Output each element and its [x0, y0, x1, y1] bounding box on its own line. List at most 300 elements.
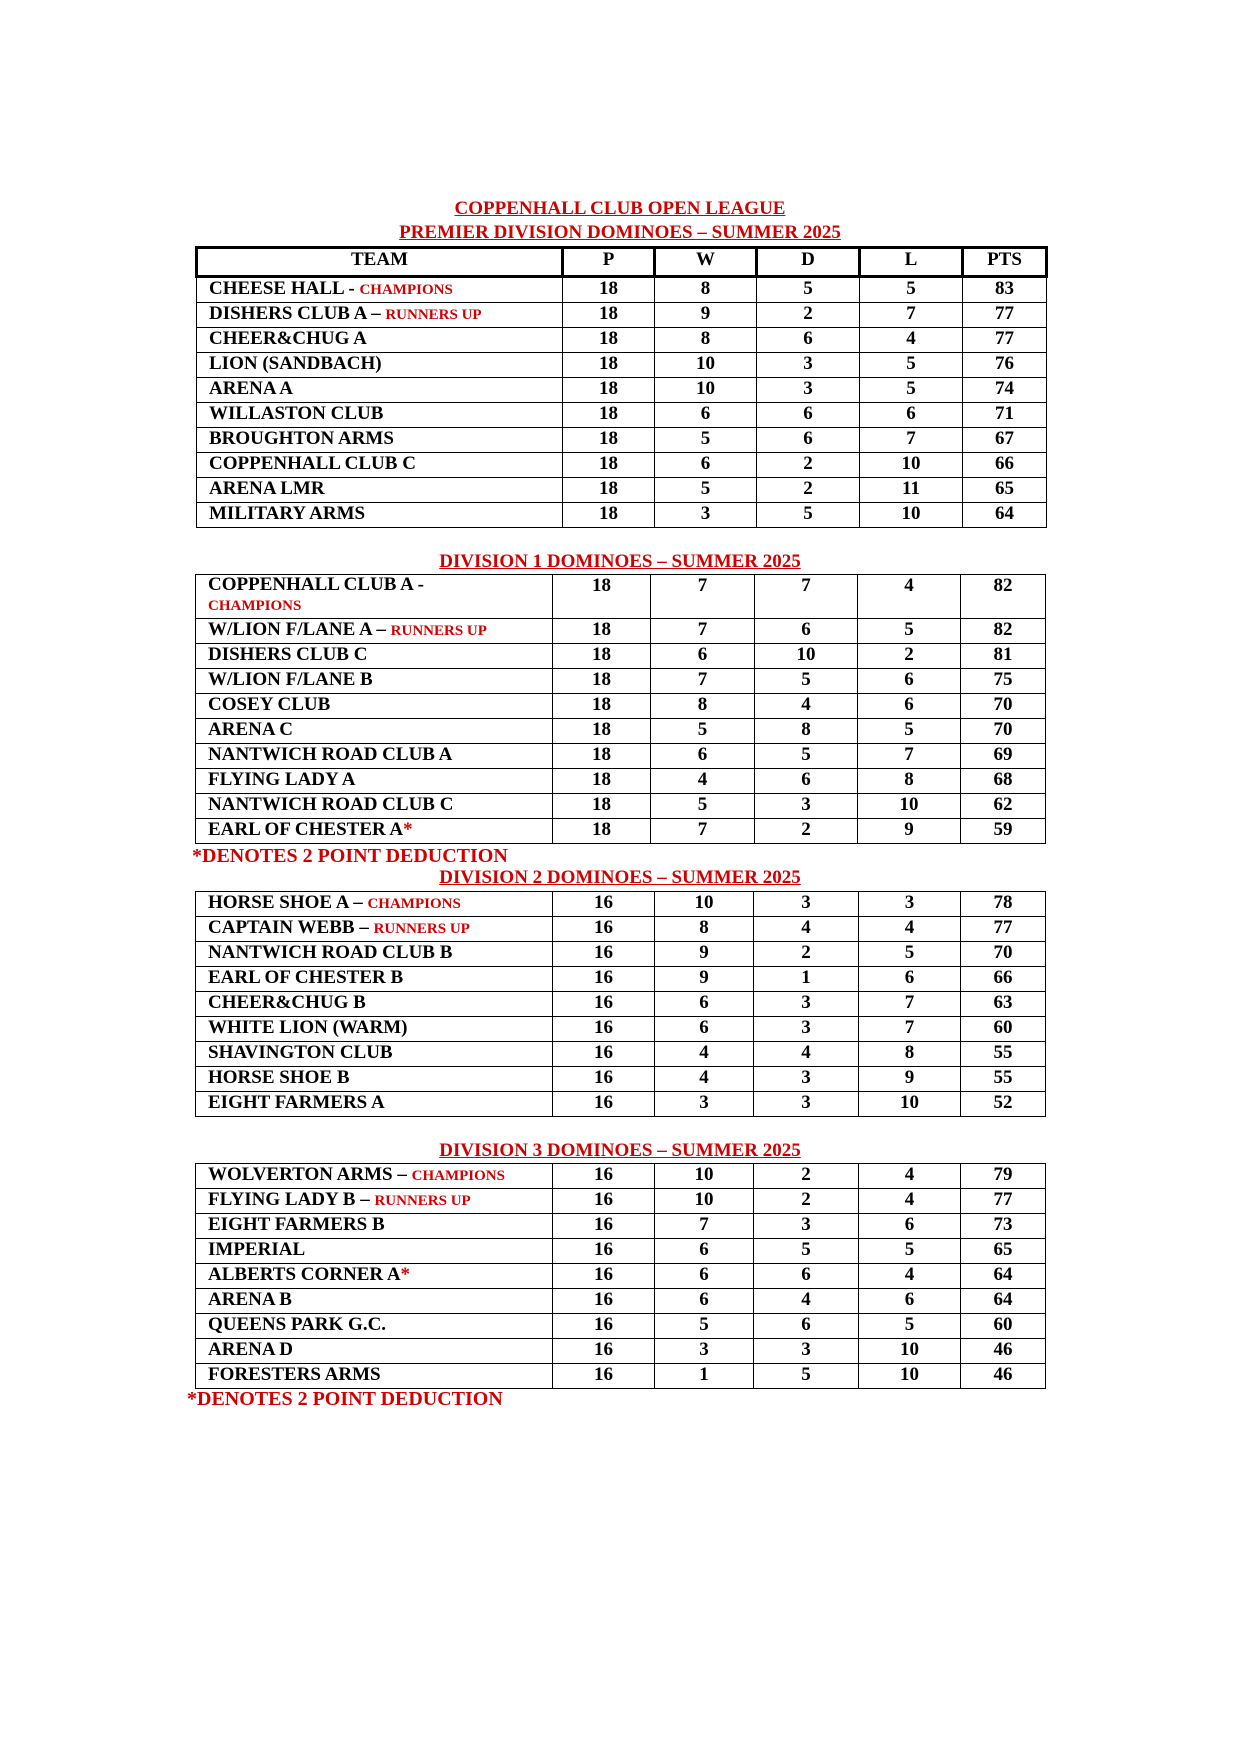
team-name: NANTWICH ROAD CLUB A: [208, 744, 453, 765]
drawn-cell: 1: [754, 967, 859, 992]
won-cell: 7: [651, 669, 755, 694]
lost-cell: 7: [860, 428, 963, 453]
lost-cell: 5: [860, 378, 963, 403]
team-cell: [197, 353, 563, 378]
won-cell: 7: [651, 575, 755, 619]
won-cell: 5: [655, 428, 757, 453]
team-cell: [197, 428, 563, 453]
runners-up-tag: RUNNERS UP: [373, 921, 470, 937]
table-row: [196, 619, 1046, 644]
table-row: [196, 769, 1046, 794]
table-row: [196, 1214, 1046, 1239]
won-cell: 6: [655, 992, 754, 1017]
team-name: NANTWICH ROAD CLUB B: [208, 942, 453, 963]
lost-column-header: L: [860, 248, 963, 277]
runners-up-tag: RUNNERS UP: [385, 307, 482, 323]
won-cell: 6: [655, 1239, 754, 1264]
drawn-cell: 2: [757, 303, 860, 328]
won-cell: 7: [655, 1214, 754, 1239]
points-cell: 62: [961, 794, 1046, 819]
drawn-cell: 3: [754, 1067, 859, 1092]
premier-division-table: [195, 246, 1048, 528]
lost-cell: 10: [858, 794, 961, 819]
won-cell: 8: [655, 917, 754, 942]
team-cell: [197, 277, 563, 303]
table-row: [196, 794, 1046, 819]
points-cell: 76: [963, 353, 1047, 378]
lost-cell: 5: [860, 353, 963, 378]
lost-cell: 10: [859, 1339, 961, 1364]
division-2-table: [195, 891, 1046, 1117]
team-name: EIGHT FARMERS A: [208, 1092, 385, 1113]
lost-cell: 5: [859, 942, 961, 967]
played-cell: 16: [553, 892, 655, 917]
lost-cell: 6: [859, 967, 961, 992]
deduction-marker: *: [403, 819, 413, 840]
drawn-cell: 6: [757, 328, 860, 353]
played-cell: 18: [563, 503, 655, 528]
lost-cell: 8: [858, 769, 961, 794]
table-row: [196, 744, 1046, 769]
lost-cell: 2: [858, 644, 961, 669]
lost-cell: 5: [859, 1314, 961, 1339]
premier-division-title: PREMIER DIVISION DOMINOES – SUMMER 2025: [399, 222, 841, 243]
points-cell: 70: [961, 719, 1046, 744]
table-header-row: [197, 248, 1047, 277]
won-cell: 4: [655, 1042, 754, 1067]
drawn-cell: 5: [755, 744, 858, 769]
played-cell: 18: [563, 478, 655, 503]
team-cell: [196, 1092, 553, 1117]
team-name: WOLVERTON ARMS –: [208, 1164, 412, 1185]
team-cell: [196, 644, 553, 669]
drawn-cell: 5: [754, 1364, 859, 1389]
drawn-cell: 3: [754, 1214, 859, 1239]
played-cell: 16: [553, 1164, 655, 1189]
points-cell: 70: [961, 694, 1046, 719]
drawn-cell: 8: [755, 719, 858, 744]
drawn-column-header: D: [757, 248, 860, 277]
team-cell: [196, 619, 553, 644]
team-cell: [196, 942, 553, 967]
played-cell: 18: [553, 619, 651, 644]
team-cell: [196, 1164, 553, 1189]
team-name: LION (SANDBACH): [209, 353, 382, 374]
table-row: [196, 1339, 1046, 1364]
team-name: ARENA C: [208, 719, 293, 740]
drawn-cell: 4: [754, 917, 859, 942]
played-cell: 16: [553, 1289, 655, 1314]
lost-cell: 5: [859, 1239, 961, 1264]
points-cell: 65: [961, 1239, 1046, 1264]
table-row: [196, 819, 1046, 844]
table-row: [196, 1314, 1046, 1339]
drawn-cell: 6: [757, 428, 860, 453]
played-cell: 18: [563, 303, 655, 328]
team-name: FLYING LADY A: [208, 769, 356, 790]
won-cell: 6: [655, 403, 757, 428]
points-cell: 82: [961, 575, 1046, 619]
won-cell: 6: [655, 1264, 754, 1289]
drawn-cell: 3: [757, 378, 860, 403]
played-cell: 16: [553, 1364, 655, 1389]
team-name: QUEENS PARK G.C.: [208, 1314, 387, 1335]
lost-cell: 7: [858, 744, 961, 769]
champions-tag: CHAMPIONS: [411, 1168, 505, 1184]
won-cell: 5: [655, 1314, 754, 1339]
lost-cell: 5: [858, 719, 961, 744]
team-name: ALBERTS CORNER A: [208, 1264, 401, 1285]
won-cell: 10: [655, 1164, 754, 1189]
lost-cell: 7: [860, 303, 963, 328]
team-cell: [196, 794, 553, 819]
table-row: [197, 303, 1047, 328]
team-cell: [196, 1189, 553, 1214]
drawn-cell: 7: [755, 575, 858, 619]
team-cell: [197, 478, 563, 503]
points-cell: 71: [963, 403, 1047, 428]
points-cell: 77: [961, 1189, 1046, 1214]
won-cell: 3: [655, 1339, 754, 1364]
team-name: ARENA D: [208, 1339, 293, 1360]
lost-cell: 4: [860, 328, 963, 353]
team-name: FLYING LADY B –: [208, 1189, 375, 1210]
played-cell: 16: [553, 942, 655, 967]
played-cell: 16: [553, 1214, 655, 1239]
team-cell: [196, 669, 553, 694]
table-row: [196, 694, 1046, 719]
won-cell: 3: [655, 1092, 754, 1117]
points-cell: 77: [963, 328, 1047, 353]
lost-cell: 8: [859, 1042, 961, 1067]
played-cell: 18: [563, 428, 655, 453]
won-cell: 4: [655, 1067, 754, 1092]
team-name: SHAVINGTON CLUB: [208, 1042, 393, 1063]
team-cell: [196, 1239, 553, 1264]
table-row: [196, 1164, 1046, 1189]
drawn-cell: 3: [754, 1339, 859, 1364]
won-cell: 10: [655, 378, 757, 403]
team-name: MILITARY ARMS: [209, 503, 366, 524]
team-name: DISHERS CLUB C: [208, 644, 368, 665]
team-cell: [196, 575, 553, 619]
won-cell: 3: [655, 503, 757, 528]
points-cell: 68: [961, 769, 1046, 794]
played-cell: 16: [553, 967, 655, 992]
played-cell: 16: [553, 1339, 655, 1364]
team-name: CHEER&CHUG B: [208, 992, 366, 1013]
won-cell: 10: [655, 353, 757, 378]
won-cell: 7: [651, 619, 755, 644]
team-name: WHITE LION (WARM): [208, 1017, 408, 1038]
table-row: [197, 428, 1047, 453]
drawn-cell: 2: [757, 453, 860, 478]
lost-cell: 11: [860, 478, 963, 503]
won-cell: 4: [651, 769, 755, 794]
won-cell: 6: [655, 1017, 754, 1042]
drawn-cell: 2: [754, 1189, 859, 1214]
lost-cell: 7: [859, 1017, 961, 1042]
lost-cell: 4: [859, 1189, 961, 1214]
played-cell: 16: [553, 1042, 655, 1067]
lost-cell: 7: [859, 992, 961, 1017]
played-cell: 18: [563, 403, 655, 428]
table-row: [197, 403, 1047, 428]
drawn-cell: 6: [754, 1314, 859, 1339]
played-cell: 18: [553, 694, 651, 719]
drawn-cell: 5: [757, 277, 860, 303]
won-cell: 9: [655, 967, 754, 992]
played-cell: 18: [563, 277, 655, 303]
team-cell: [197, 328, 563, 353]
points-cell: 82: [961, 619, 1046, 644]
table-row: [196, 992, 1046, 1017]
lost-cell: 3: [859, 892, 961, 917]
lost-cell: 6: [858, 694, 961, 719]
team-cell: [197, 303, 563, 328]
drawn-cell: 2: [754, 1164, 859, 1189]
table-row: [197, 328, 1047, 353]
points-cell: 46: [961, 1364, 1046, 1389]
table-row: [197, 378, 1047, 403]
drawn-cell: 6: [757, 403, 860, 428]
won-cell: 1: [655, 1364, 754, 1389]
played-cell: 16: [553, 1092, 655, 1117]
division-1-table: [195, 574, 1046, 844]
won-cell: 8: [651, 694, 755, 719]
table-row: [196, 892, 1046, 917]
team-cell: [196, 694, 553, 719]
table-row: [196, 942, 1046, 967]
team-name: CHEER&CHUG A: [209, 328, 367, 349]
team-name: ARENA B: [208, 1289, 292, 1310]
lost-cell: 6: [858, 669, 961, 694]
lost-cell: 4: [858, 575, 961, 619]
points-cell: 64: [961, 1264, 1046, 1289]
drawn-cell: 3: [754, 1092, 859, 1117]
team-name: W/LION F/LANE A –: [208, 619, 391, 640]
points-cell: 66: [963, 453, 1047, 478]
won-cell: 9: [655, 303, 757, 328]
points-cell: 83: [963, 277, 1047, 303]
deduction-marker: *: [400, 1264, 411, 1285]
played-cell: 16: [553, 1239, 655, 1264]
points-cell: 70: [961, 942, 1046, 967]
table-row: [196, 719, 1046, 744]
table-row: [196, 1239, 1046, 1264]
deduction-note: *DENOTES 2 POINT DEDUCTION: [192, 845, 508, 867]
lost-cell: 4: [859, 917, 961, 942]
team-cell: [196, 1214, 553, 1239]
team-cell: [196, 992, 553, 1017]
points-cell: 67: [963, 428, 1047, 453]
champions-tag: CHAMPIONS: [359, 282, 453, 298]
points-column-header: PTS: [963, 248, 1047, 277]
points-cell: 52: [961, 1092, 1046, 1117]
played-cell: 18: [553, 794, 651, 819]
played-cell: 18: [553, 769, 651, 794]
drawn-cell: 4: [755, 694, 858, 719]
table-row: [196, 575, 1046, 619]
team-cell: [196, 1067, 553, 1092]
played-cell: 16: [553, 1314, 655, 1339]
team-cell: [196, 1314, 553, 1339]
won-cell: 8: [655, 277, 757, 303]
team-cell: [196, 1042, 553, 1067]
lost-cell: 10: [860, 453, 963, 478]
team-cell: [197, 378, 563, 403]
table-row: [197, 277, 1047, 303]
table-row: [197, 353, 1047, 378]
table-row: [196, 644, 1046, 669]
table-row: [196, 967, 1046, 992]
won-cell: 5: [651, 794, 755, 819]
lost-cell: 4: [859, 1264, 961, 1289]
won-cell: 6: [655, 1289, 754, 1314]
team-name: NANTWICH ROAD CLUB C: [208, 794, 454, 815]
champions-tag: CHAMPIONS: [208, 598, 302, 614]
table-row: [196, 1042, 1046, 1067]
team-cell: [196, 744, 553, 769]
team-column-header: TEAM: [197, 248, 563, 277]
team-name: EARL OF CHESTER A: [208, 819, 404, 840]
lost-cell: 9: [858, 819, 961, 844]
drawn-cell: 2: [754, 942, 859, 967]
table-row: [196, 1364, 1046, 1389]
team-cell: [196, 1264, 553, 1289]
team-name: COPPENHALL CLUB C: [209, 453, 416, 474]
played-cell: 18: [563, 328, 655, 353]
points-cell: 66: [961, 967, 1046, 992]
played-cell: 18: [553, 744, 651, 769]
team-name: W/LION F/LANE B: [208, 669, 373, 690]
table-row: [197, 478, 1047, 503]
team-name: FORESTERS ARMS: [208, 1364, 381, 1385]
table-row: [196, 1264, 1046, 1289]
team-name: ARENA LMR: [209, 478, 325, 499]
team-name: DISHERS CLUB A –: [209, 303, 386, 324]
drawn-cell: 4: [754, 1042, 859, 1067]
team-name: CHEESE HALL -: [209, 278, 360, 299]
team-name: EIGHT FARMERS B: [208, 1214, 385, 1235]
drawn-cell: 5: [754, 1239, 859, 1264]
team-name: CAPTAIN WEBB –: [208, 917, 374, 938]
team-cell: [196, 1339, 553, 1364]
points-cell: 59: [961, 819, 1046, 844]
drawn-cell: 5: [757, 503, 860, 528]
team-cell: [196, 967, 553, 992]
played-cell: 16: [553, 1067, 655, 1092]
played-cell: 18: [553, 669, 651, 694]
division-2-title: DIVISION 2 DOMINOES – SUMMER 2025: [439, 867, 801, 888]
played-cell: 16: [553, 992, 655, 1017]
team-cell: [197, 453, 563, 478]
table-row: [196, 669, 1046, 694]
runners-up-tag: RUNNERS UP: [390, 623, 487, 639]
drawn-cell: 10: [755, 644, 858, 669]
drawn-cell: 6: [755, 769, 858, 794]
drawn-cell: 3: [757, 353, 860, 378]
team-name: ARENA A: [209, 378, 293, 399]
team-name: COSEY CLUB: [208, 694, 331, 715]
points-cell: 60: [961, 1017, 1046, 1042]
drawn-cell: 2: [755, 819, 858, 844]
played-cell: 18: [563, 378, 655, 403]
team-name: EARL OF CHESTER B: [208, 967, 404, 988]
won-cell: 6: [655, 453, 757, 478]
played-cell: 18: [563, 453, 655, 478]
drawn-cell: 3: [754, 992, 859, 1017]
points-cell: 79: [961, 1164, 1046, 1189]
points-cell: 65: [963, 478, 1047, 503]
won-cell: 6: [651, 744, 755, 769]
drawn-cell: 6: [754, 1264, 859, 1289]
points-cell: 55: [961, 1042, 1046, 1067]
division-3-title: DIVISION 3 DOMINOES – SUMMER 2025: [439, 1140, 801, 1161]
team-cell: [197, 403, 563, 428]
lost-cell: 4: [859, 1164, 961, 1189]
points-cell: 64: [963, 503, 1047, 528]
drawn-cell: 3: [754, 892, 859, 917]
team-cell: [196, 1289, 553, 1314]
champions-tag: CHAMPIONS: [367, 896, 461, 912]
league-title: COPPENHALL CLUB OPEN LEAGUE: [454, 198, 786, 219]
lost-cell: 6: [859, 1289, 961, 1314]
points-cell: 55: [961, 1067, 1046, 1092]
played-cell: 18: [553, 819, 651, 844]
played-cell: 16: [553, 1017, 655, 1042]
points-cell: 60: [961, 1314, 1046, 1339]
table-row: [196, 1017, 1046, 1042]
drawn-cell: 6: [755, 619, 858, 644]
won-cell: 5: [651, 719, 755, 744]
table-row: [196, 1289, 1046, 1314]
played-cell: 18: [563, 353, 655, 378]
lost-cell: 5: [858, 619, 961, 644]
lost-cell: 5: [860, 277, 963, 303]
deduction-note: *DENOTES 2 POINT DEDUCTION: [187, 1388, 503, 1410]
drawn-cell: 2: [757, 478, 860, 503]
drawn-cell: 4: [754, 1289, 859, 1314]
won-cell: 9: [655, 942, 754, 967]
played-cell: 16: [553, 917, 655, 942]
lost-cell: 6: [859, 1214, 961, 1239]
won-cell: 5: [655, 478, 757, 503]
played-column-header: P: [563, 248, 655, 277]
team-cell: [196, 719, 553, 744]
points-cell: 69: [961, 744, 1046, 769]
team-cell: [196, 819, 553, 844]
played-cell: 18: [553, 719, 651, 744]
won-cell: 7: [651, 819, 755, 844]
table-row: [197, 453, 1047, 478]
points-cell: 77: [961, 917, 1046, 942]
team-cell: [197, 503, 563, 528]
team-cell: [196, 1364, 553, 1389]
division-1-title: DIVISION 1 DOMINOES – SUMMER 2025: [439, 551, 801, 572]
team-name: BROUGHTON ARMS: [209, 428, 394, 449]
team-name: IMPERIAL: [208, 1239, 306, 1260]
points-cell: 74: [963, 378, 1047, 403]
team-cell: [196, 892, 553, 917]
table-row: [196, 1189, 1046, 1214]
played-cell: 18: [553, 644, 651, 669]
lost-cell: 6: [860, 403, 963, 428]
table-row: [196, 1067, 1046, 1092]
lost-cell: 10: [859, 1364, 961, 1389]
won-cell: 8: [655, 328, 757, 353]
team-name: HORSE SHOE A –: [208, 892, 368, 913]
